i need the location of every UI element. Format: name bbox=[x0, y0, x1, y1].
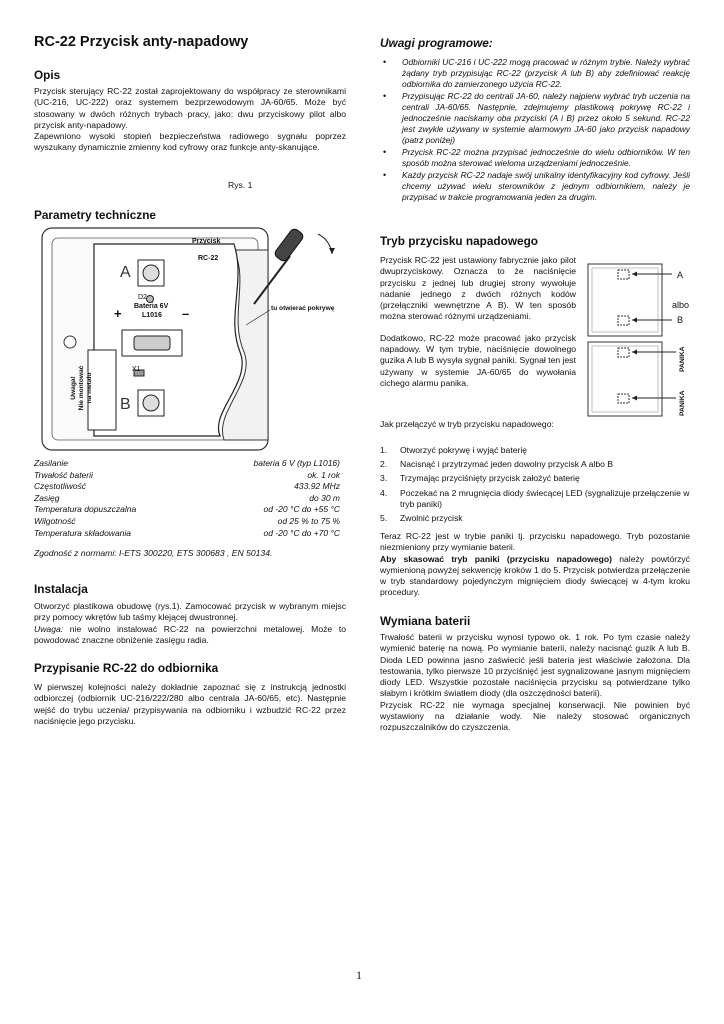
step-item bbox=[380, 445, 690, 456]
rotation-arrow bbox=[318, 234, 332, 254]
param-value: od -20 °C do +55 °C bbox=[263, 504, 340, 515]
cancel-panic-text: należy powtórzyć wymienioną powyżej sekwencję kroków 1 do 5. Przycisk potwierdza przełączenie w tryb standardowy pojedynczym mignięciem diody świecącej w 4-tym kroku procedury. bbox=[380, 553, 690, 598]
fig-label-rc22: RC-22 bbox=[198, 255, 219, 262]
params-row bbox=[34, 458, 340, 470]
params-row bbox=[34, 493, 340, 505]
step-number: 3. bbox=[380, 473, 388, 484]
screwdriver-handle bbox=[273, 227, 305, 263]
battery bbox=[134, 336, 170, 350]
step-item bbox=[380, 488, 690, 510]
step-item bbox=[380, 513, 690, 524]
bateria-paragraph-1: Trwałość baterii w przycisku wynosi typowo ok. 1 rok. Po tym czasie należy wymienić baterię na nową. Po wymianie baterii, należy nacisnąć guzik A lub B. Dioda LED powinna jasno zaświecić jeśli bateria jest właściwie założona. Dla testowania, tylko pierwsze 10 przyciśnięć jest sygnalizowane jasnym mignięciem diody LED. Wszystkie pozostałe naciśnięcia przycisku są potwierdzane tylko słabym i krótkim światłem diody (dla oszczędności baterii). bbox=[380, 632, 690, 699]
fig-label-minus: – bbox=[182, 306, 190, 321]
param-value: od -20 °C do +70 °C bbox=[263, 527, 340, 538]
step-text: Zwolnić przycisk bbox=[400, 513, 463, 524]
section-heading-opis: Opis bbox=[34, 68, 61, 82]
tryb-paragraph-3: Jak przełączyć w tryb przycisku napadowego: bbox=[380, 419, 554, 429]
mode-label-panika-1: PANIKA bbox=[679, 346, 686, 372]
figure-caption: Rys. 1 bbox=[228, 180, 253, 190]
step-number: 5. bbox=[380, 513, 388, 524]
instalacja-warning bbox=[34, 624, 346, 647]
uwaga-label: Uwaga: bbox=[34, 623, 64, 634]
cancel-panic-label: Aby skasować tryb paniki (przycisku napadowego) bbox=[380, 553, 612, 564]
section-heading-params: Parametry techniczne bbox=[34, 208, 156, 222]
section-heading-uwagi: Uwagi programowe: bbox=[380, 36, 493, 50]
bateria-paragraph-2: Przycisk RC-22 nie wymaga specjalnej konserwacji. Nie powinien być wystawiony na działanie wody. Nie należy stosować organicznych rozpuszczalników do czyszczenia. bbox=[380, 699, 690, 733]
param-name: Zasilanie bbox=[34, 458, 69, 468]
step-item bbox=[380, 459, 690, 470]
section-heading-instalacja: Instalacja bbox=[34, 582, 88, 596]
warning-text bbox=[70, 352, 94, 424]
mode-label-panika-2: PANIKA bbox=[679, 390, 686, 416]
step-text: Otworzyć pokrywę i wyjąć baterię bbox=[400, 445, 528, 455]
opis-paragraph: Przycisk sterujący RC-22 został zaprojektowany do współpracy ze sterownikami (UC-216, UC-222) oraz systemem bezprzewodowym JA-60/65. Może być stosowany w dwóch różnych trybach pracy, jako: dwu przyciskowy pilot albo przycisk anty-napadowy. bbox=[34, 86, 346, 130]
step-text: Poczekać na 2 mrugnięcia diody świecącej LED (sygnalizuje przełączenie w tryb paniki) bbox=[400, 487, 690, 509]
norms-text: Zgodność z normami: I-ETS 300220, ETS 300683 , EN 50134. bbox=[34, 548, 273, 558]
step-number: 4. bbox=[380, 487, 388, 498]
params-row bbox=[34, 516, 340, 528]
param-name: Częstotliwość bbox=[34, 481, 86, 492]
section-heading-bateria: Wymiana baterii bbox=[380, 614, 471, 628]
mode-diagram bbox=[584, 262, 694, 420]
page-number: 1 bbox=[356, 968, 362, 982]
list-item: • Odbiorniki UC-216 i UC-222 mogą pracować w różnym trybie. Należy wybrać żądany tryb przypisując RC-22 (przycisk A lub B) aby zdefiniować reakcję odbiornika do zamierzonego użycia RC-22. bbox=[380, 57, 690, 90]
param-name: Temperatura dopuszczalna bbox=[34, 504, 137, 515]
param-name: Trwałość baterii bbox=[34, 469, 93, 480]
fig-label-battery: Bateria 6V bbox=[134, 303, 169, 310]
step-text: Nacisnąć i przytrzymać jeden dowolny przycisk A albo B bbox=[400, 459, 614, 470]
screw-hole bbox=[64, 336, 76, 348]
param-value: bateria 6 V (typ L1016) bbox=[253, 458, 340, 468]
fig-label-x1: X1 bbox=[132, 366, 141, 373]
warning-line-1: Uwaga! bbox=[70, 376, 77, 400]
mode-label-albo: albo bbox=[672, 300, 690, 310]
params-row bbox=[34, 481, 340, 493]
param-name: Zasięg bbox=[34, 492, 60, 503]
fig-label-l1016: L1016 bbox=[142, 312, 162, 319]
step-item bbox=[380, 473, 690, 484]
panic-device bbox=[588, 342, 662, 416]
mode-label-b: B bbox=[677, 315, 684, 325]
warning-line-2: Nie montować bbox=[78, 365, 85, 411]
param-name: Temperatura składowania bbox=[34, 527, 132, 538]
step-number: 1. bbox=[380, 445, 388, 455]
step-number: 2. bbox=[380, 459, 388, 470]
fig-label-plus: + bbox=[114, 306, 122, 321]
page-title: RC-22 Przycisk anty-napadowy bbox=[34, 34, 249, 50]
tryb-paragraph-2: Dodatkowo, RC-22 może pracować jako przycisk napadowy. W tym trybie, naciśnięcie dowolnego guzika A lub B wysyła sygnał paniki. Sygnał ten jest używany w systemie JA-60/65 do wywołania cichego alarmu panika. bbox=[380, 332, 576, 388]
fig-label-przycisk: Przycisk bbox=[192, 238, 221, 245]
param-value: od 25 % to 75 % bbox=[277, 515, 340, 526]
steps-list bbox=[380, 445, 690, 527]
param-name: Wilgotność bbox=[34, 515, 76, 526]
tryb-paragraph-5 bbox=[380, 554, 690, 599]
fig-label-a: A bbox=[120, 264, 131, 281]
opis-paragraph-2: Zapewniono wysoki stopień bezpieczeństwa radiowego sygnału poprzez wyszukany dynamicznie zmienny kod cyfrowy oraz funkcje anty-skanujące. bbox=[34, 131, 346, 153]
step-text: Trzymając przyciśnięty przycisk założyć baterię bbox=[400, 473, 580, 484]
param-value: 433.92 MHz bbox=[294, 481, 340, 492]
list-item: • Przycisk RC-22 można przypisać jednocześnie do wielu odbiorników. W ten sposób można sterować wieloma urządzeniami jednocześnie. bbox=[380, 147, 690, 169]
fig-label-open: tu otwierać pokrywę bbox=[271, 305, 335, 312]
warning-line-3: na metalu bbox=[86, 372, 93, 404]
tryb-paragraph-4: Teraz RC-22 jest w trybie paniki tj. przycisku napadowego. Tryb pozostanie niezmieniony przy wymianie baterii. bbox=[380, 531, 690, 553]
mode-label-a: A bbox=[677, 270, 684, 280]
param-value: ok. 1 rok bbox=[307, 469, 340, 480]
uwagi-list bbox=[380, 57, 690, 204]
params-row bbox=[34, 528, 340, 540]
fig-label-b: B bbox=[120, 396, 131, 413]
przypisanie-paragraph: W pierwszej kolejności należy dokładnie zapoznać się z instrukcją jednostki odbiorczej (odbiornik UC-216/222/280 albo centrala JA-60/65, etc). Następnie wejść do trybu uczenia/ przypisywania na odbiorniku i wzbudzić RC-22 przez naciśnięcie jego przycisku. bbox=[34, 682, 346, 726]
led-d2 bbox=[147, 296, 154, 303]
list-item: • Przypisując RC-22 do centrali JA-60, należy najpierw wybrać tryb uczenia na centrali JA-60/65. Następnie, zdejmujemy plastikową pokrywę RC-22 i jednocześnie naciskamy oba przyciski (A i B) przez około 5 sekund. RC-22 jest zwykle używany w systemie alarmowym JA-60 jako przycisk napadowy (patrz poniżej) bbox=[380, 91, 690, 146]
param-value: do 30 m bbox=[309, 492, 340, 503]
fig-label-d2: D2 bbox=[138, 294, 147, 301]
section-heading-przypisanie: Przypisanie RC-22 do odbiornika bbox=[34, 661, 219, 675]
list-item: • Każdy przycisk RC-22 nadaje swój unikalny identyfikacyjny kod cyfrowy. Jeśli chcemy używać wielu sterowników z jednym odbiornikiem, należy je przypisać w trakcie programowania jeden za drugim. bbox=[380, 170, 690, 203]
params-row bbox=[34, 504, 340, 516]
section-heading-tryb: Tryb przycisku napadowego bbox=[380, 234, 538, 248]
tryb-paragraph-1: Przycisk RC-22 jest ustawiony fabrycznie jako pilot dwuprzyciskowy. Oznacza to że naciśnięcie przycisku z jednej lub drugiej strony wywołuje nadanie jednego z dwóch różnych kodów (przełączniki wewnętrzne A B). W ten sposób można sterować różnymi urządzeniami. bbox=[380, 255, 576, 322]
params-row bbox=[34, 470, 340, 482]
uwaga-text: nie wolno instalować RC-22 na powierzchni metalowej. Może to powodować znaczne obniżenie zasięgu radia. bbox=[34, 623, 346, 645]
instalacja-paragraph: Otworzyć plastikowa obudowę (rys.1). Zamocować przycisk w wybranym miejsc przy pomocy wkrętów lub taśmy klejącej dwustronnej. bbox=[34, 601, 346, 623]
params-table bbox=[34, 458, 340, 539]
